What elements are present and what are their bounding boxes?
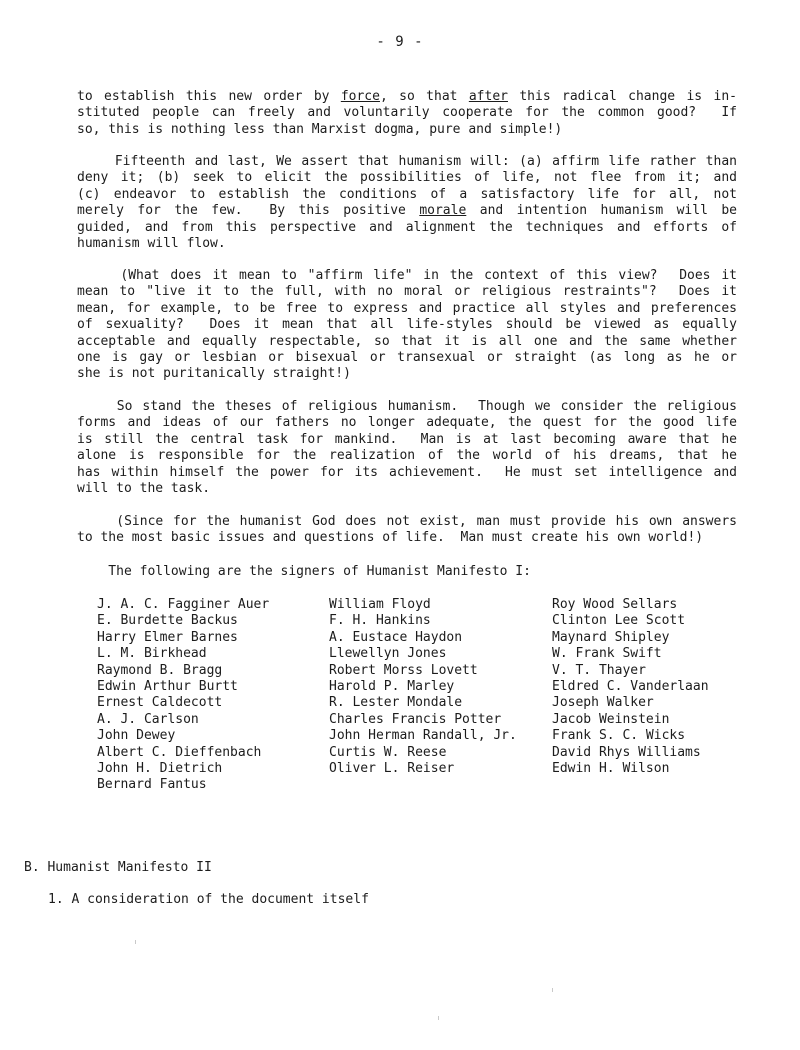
signer-name: Harry Elmer Barnes (97, 629, 238, 645)
signer-name: V. T. Thayer (552, 662, 646, 678)
signer-name: David Rhys Williams (552, 744, 701, 760)
signer-name: Jacob Weinstein (552, 711, 670, 727)
text-run: , so that (379, 89, 469, 104)
signers-column-3 (552, 597, 709, 777)
text-line: stituted people can freely and voluntarily cooperate for the common good? If (77, 105, 737, 121)
text-run: merely for the few. By this positive (77, 203, 420, 219)
scan-speck (438, 1016, 439, 1020)
text-line: will to the task. (77, 480, 211, 496)
text-line: she is not puritanically straight!) (77, 366, 351, 382)
text-run: to establish this new order by (77, 89, 341, 104)
text-line: to the most basic issues and questions of life. Man must create his own world!) (77, 530, 704, 546)
text-line: mean to "live it to the full, with no moral or religious restraints"? Does it (77, 284, 737, 300)
signer-name: E. Burdette Backus (97, 613, 238, 629)
signer-name: L. M. Birkhead (97, 646, 207, 662)
signer-name: John Dewey (97, 728, 176, 744)
paragraph-religious-humanism (77, 399, 737, 497)
signer-name: William Floyd (329, 597, 431, 612)
text-line: Fifteenth and last, We assert that humanism will: (a) affirm life rather than (77, 154, 737, 169)
signer-name: Ernest Caldecott (97, 695, 223, 711)
signers-column-1 (97, 597, 269, 794)
signer-name: Charles Francis Potter (329, 711, 502, 727)
signer-name: John H. Dietrich (97, 760, 223, 776)
signer-name: F. H. Hankins (329, 613, 431, 629)
signers-column-2 (329, 597, 517, 777)
text-line: is still the central task for mankind. Man is at last becoming aware that he (77, 431, 737, 447)
signer-name: Oliver L. Reiser (329, 760, 455, 776)
signer-name: Clinton Lee Scott (552, 613, 686, 629)
subsection-heading-1: 1. A consideration of the document itself (48, 892, 369, 907)
text-line: of sexuality? Does it mean that all life-styles should be viewed as equally (77, 317, 737, 333)
signer-name: R. Lester Mondale (329, 695, 463, 711)
paragraph-affirm-life (77, 268, 737, 383)
signer-name: Joseph Walker (552, 695, 654, 711)
text-line: forms and ideas of our fathers no longer adequate, the quest for the good life (77, 415, 737, 431)
text-line: so, this is nothing less than Marxist dogma, pure and simple!) (77, 121, 563, 137)
signer-name: Eldred C. Vanderlaan (552, 678, 709, 694)
signer-name: Robert Morss Lovett (329, 662, 478, 678)
section-heading-b: B. Humanist Manifesto II (24, 860, 212, 875)
text-line: The following are the signers of Humanist Manifesto I: (77, 564, 531, 579)
signer-name: A. Eustace Haydon (329, 629, 463, 645)
text-line: acceptable and equally respectable, so that it is all one and the same whether (77, 333, 737, 349)
underlined-word-morale: morale (419, 203, 467, 219)
text-line: So stand the theses of religious humanism. Though we consider the religious (77, 399, 737, 414)
signer-name: Albert C. Dieffenbach (97, 744, 262, 760)
paragraph-fifteenth-thesis (77, 154, 737, 252)
paragraph-humanist-god (77, 514, 737, 547)
signer-name: J. A. C. Fagginer Auer (97, 597, 270, 612)
signer-name: A. J. Carlson (97, 711, 199, 727)
signer-name: Roy Wood Sellars (552, 597, 678, 612)
signer-name: Llewellyn Jones (329, 646, 447, 662)
text-line: one is gay or lesbian or bisexual or transexual or straight (as long as he or (77, 349, 737, 365)
text-run: this radical change is in- (507, 89, 737, 104)
underlined-word-after: after (468, 89, 508, 104)
signer-name: John Herman Randall, Jr. (329, 728, 517, 744)
signer-name: Edwin Arthur Burtt (97, 678, 238, 694)
text-line: deny it; (b) seek to elicit the possibilities of life, not flee from it; and (77, 170, 737, 186)
signer-name: W. Frank Swift (552, 646, 662, 662)
text-line: (What does it mean to "affirm life" in the context of this view? Does it (77, 268, 737, 283)
signer-name: Frank S. C. Wicks (552, 728, 686, 744)
signer-name: Harold P. Marley (329, 678, 455, 694)
signer-name: Raymond B. Bragg (97, 662, 223, 678)
text-line: (Since for the humanist God does not exist, man must provide his own answers (77, 514, 737, 529)
text-line: has within himself the power for its achievement. He must set intelligence and (77, 464, 737, 480)
scan-speck (552, 988, 553, 992)
text-line: alone is responsible for the realization of the world of his dreams, that he (77, 448, 737, 464)
text-line: guided, and from this perspective and alignment the techniques and efforts of (77, 219, 737, 235)
text-line (77, 89, 737, 105)
text-line (77, 203, 737, 219)
scan-speck (135, 940, 136, 944)
text-line: (c) endeavor to establish the conditions of a satisfactory life for all, not (77, 186, 737, 202)
text-run: and intention humanism will be (466, 203, 737, 219)
signers-intro (77, 564, 737, 580)
signer-name: Bernard Fantus (97, 777, 207, 793)
page-number: - 9 - (376, 34, 424, 50)
underlined-word-force: force (340, 89, 380, 104)
signer-name: Maynard Shipley (552, 629, 670, 645)
signer-name: Edwin H. Wilson (552, 760, 670, 776)
text-line: humanism will flow. (77, 235, 226, 251)
paragraph-marxist-dogma (77, 89, 737, 138)
text-line: mean, for example, to be free to express and practice all styles and preferences (77, 300, 737, 316)
signer-name: Curtis W. Reese (329, 744, 447, 760)
